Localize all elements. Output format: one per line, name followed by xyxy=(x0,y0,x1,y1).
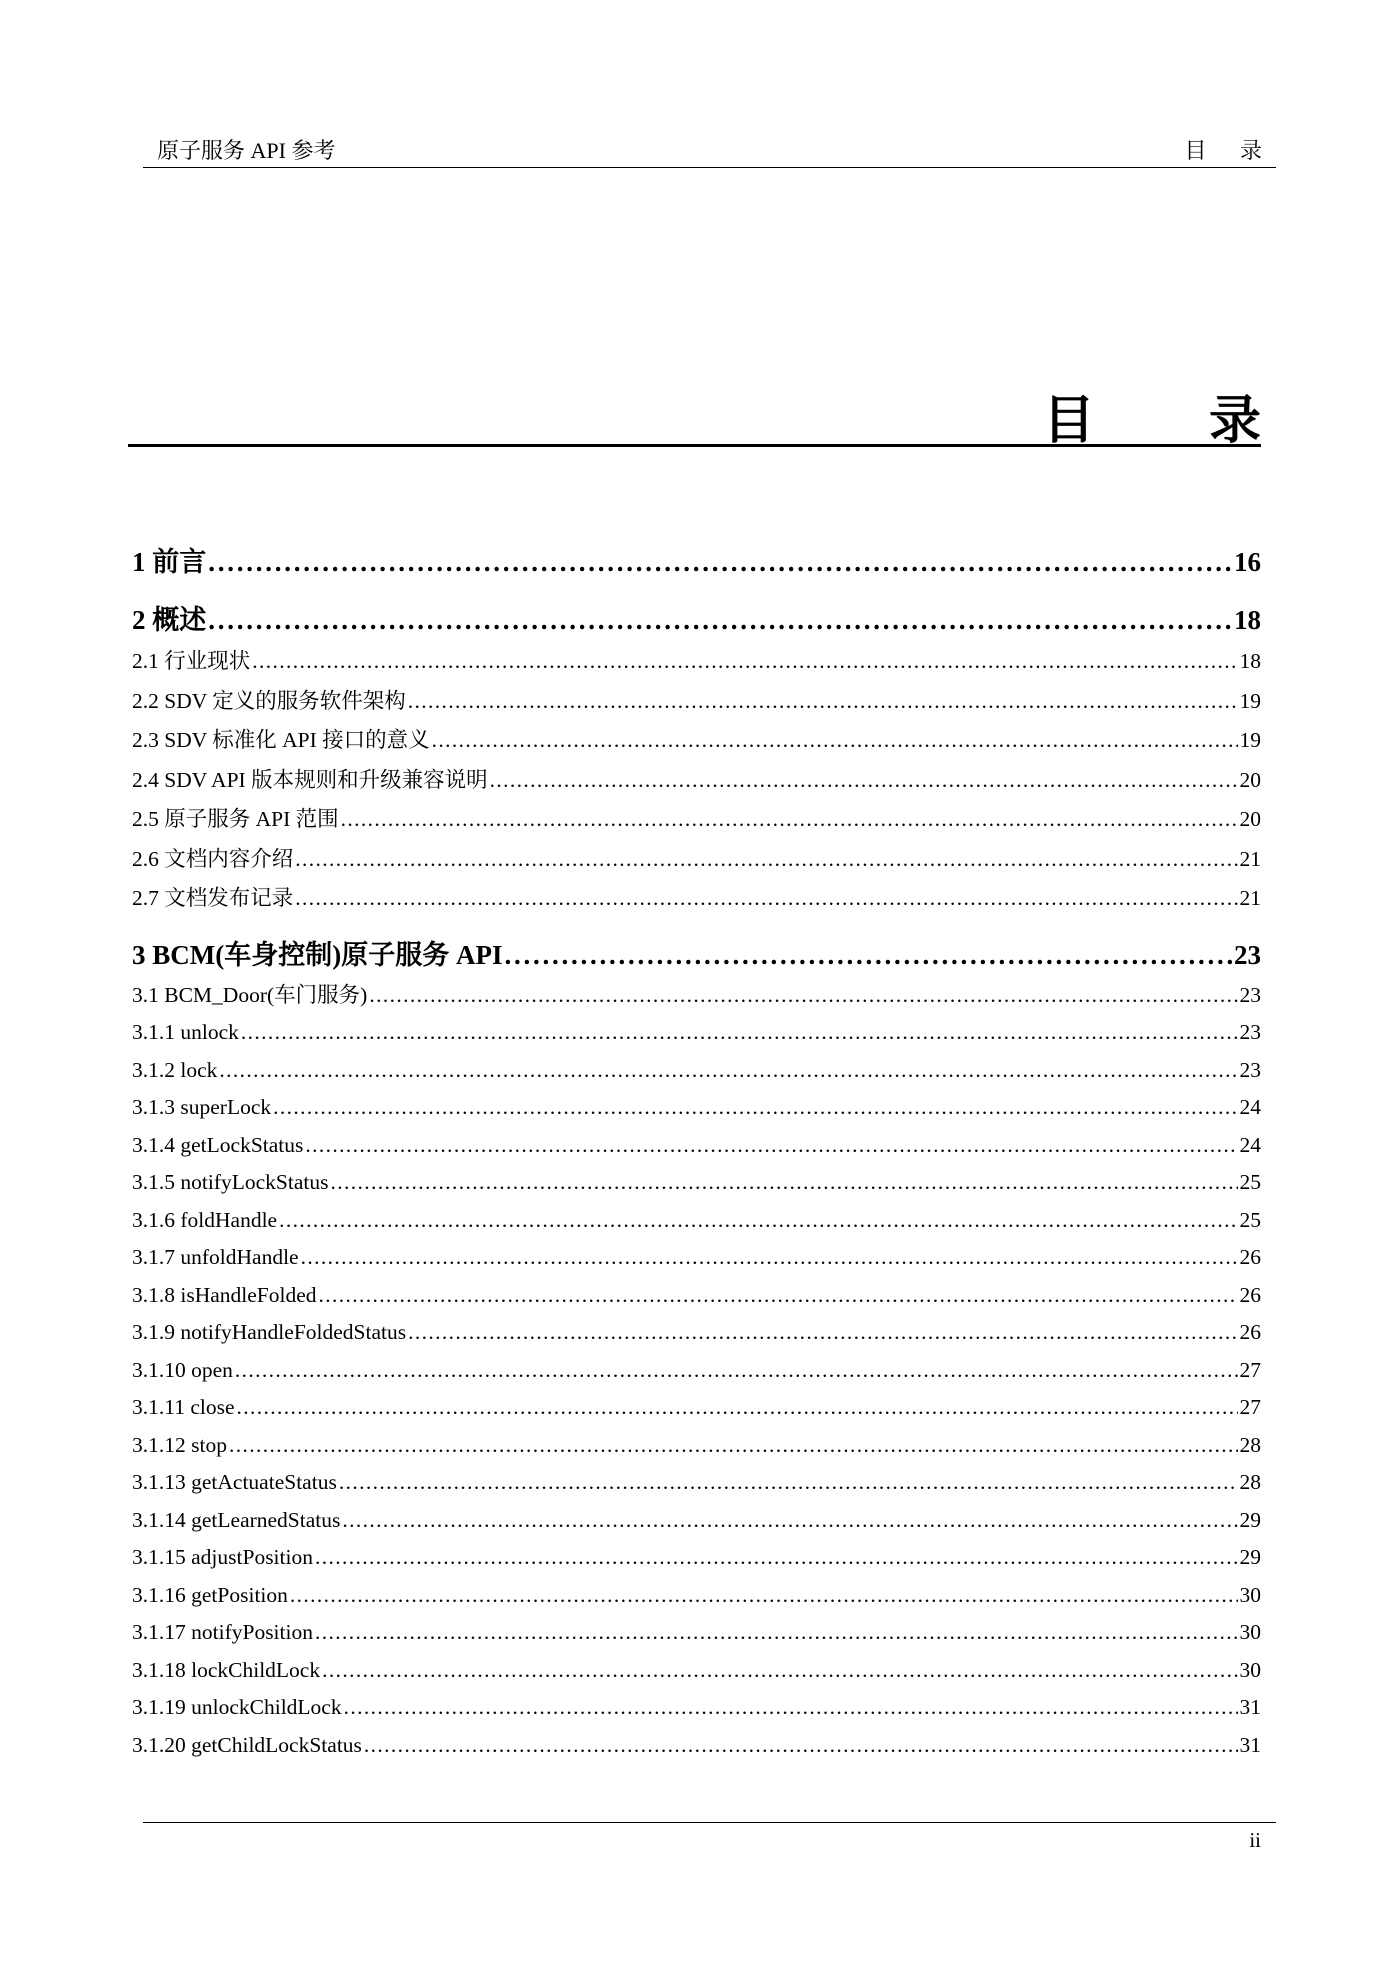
toc-entry-title: 3.1.13 getActuateStatus xyxy=(132,1470,337,1494)
toc-entry[interactable] xyxy=(132,1464,1261,1502)
header-document-title: 原子服务 API 参考 xyxy=(157,138,336,163)
page-title: 目 录 xyxy=(1042,391,1309,451)
toc-entry[interactable] xyxy=(132,1089,1261,1127)
toc-entry-title: 3.1.17 notifyPosition xyxy=(132,1620,313,1644)
toc-entry-page: 24 xyxy=(1239,1132,1261,1157)
toc-dot-leader xyxy=(339,1464,1238,1502)
toc-dot-leader xyxy=(237,1389,1238,1427)
toc-entry[interactable] xyxy=(132,1652,1261,1690)
toc-dot-leader xyxy=(315,1539,1238,1577)
toc-entry-page: 20 xyxy=(1239,807,1261,831)
toc-entry-title: 3.1.3 superLock xyxy=(132,1095,272,1119)
toc-entry-title: 3.1 BCM_Door(车门服务) xyxy=(132,982,368,1007)
toc-entry-title: 3.1.8 isHandleFolded xyxy=(132,1282,317,1307)
toc-entry[interactable] xyxy=(132,840,1261,880)
toc-entry-title: 3.1.14 getLearnedStatus xyxy=(132,1507,341,1532)
toc-entry-title: 3.1.12 stop xyxy=(132,1432,227,1457)
footer-rule xyxy=(143,1822,1276,1823)
toc-entry[interactable] xyxy=(132,1389,1261,1427)
toc-dot-leader xyxy=(315,1614,1238,1652)
toc-entry-page: 26 xyxy=(1239,1282,1261,1307)
toc-entry-page: 20 xyxy=(1239,767,1261,792)
toc-entry-title: 2.1 行业现状 xyxy=(132,649,251,673)
toc-dot-leader xyxy=(344,1689,1238,1727)
toc-entry-page: 25 xyxy=(1239,1170,1261,1194)
toc-dot-leader xyxy=(279,1202,1237,1240)
toc-entry[interactable] xyxy=(132,1427,1261,1465)
toc-dot-leader xyxy=(252,642,1237,682)
toc-entry-page: 28 xyxy=(1239,1470,1261,1494)
toc-entry[interactable] xyxy=(132,1614,1261,1652)
toc-entry-page: 31 xyxy=(1239,1695,1261,1719)
toc-dot-leader xyxy=(319,1277,1238,1315)
toc-entry-title: 2.7 文档发布记录 xyxy=(132,886,294,910)
toc-dot-leader xyxy=(235,1352,1238,1390)
toc-entry-page: 24 xyxy=(1239,1095,1261,1119)
toc-entry-title: 3.1.7 unfoldHandle xyxy=(132,1245,299,1269)
toc-dot-leader xyxy=(504,933,1232,977)
toc-entry-page: 23 xyxy=(1234,939,1261,970)
toc-dot-leader xyxy=(301,1239,1238,1277)
toc-entry[interactable] xyxy=(132,1277,1261,1315)
toc-entry[interactable] xyxy=(132,1352,1261,1390)
toc-dot-leader xyxy=(295,840,1237,880)
toc-entry-title: 2.4 SDV API 版本规则和升级兼容说明 xyxy=(132,767,488,792)
toc-entry-title: 3.1.11 close xyxy=(132,1395,235,1419)
toc-dot-leader xyxy=(208,598,1232,642)
toc-entry-title: 2.5 原子服务 API 范围 xyxy=(132,807,339,831)
title-rule xyxy=(128,444,1261,447)
toc-entry-page: 18 xyxy=(1239,649,1261,673)
toc-entry-title: 2.2 SDV 定义的服务软件架构 xyxy=(132,688,406,713)
toc-entry[interactable] xyxy=(132,540,1261,584)
toc-entry-page: 23 xyxy=(1239,1020,1261,1044)
toc-entry[interactable] xyxy=(132,1314,1261,1352)
toc-entry-title: 3.1.16 getPosition xyxy=(132,1582,288,1607)
toc-entry[interactable] xyxy=(132,642,1261,682)
toc-entry[interactable] xyxy=(132,933,1261,977)
toc-entry-page: 21 xyxy=(1239,886,1261,910)
toc-dot-leader xyxy=(408,1314,1237,1352)
toc-entry[interactable] xyxy=(132,1239,1261,1277)
toc-dot-leader xyxy=(219,1052,1237,1090)
toc-entry[interactable] xyxy=(132,1164,1261,1202)
toc-dot-leader xyxy=(432,721,1238,761)
toc-entry-title: 3.1.1 unlock xyxy=(132,1020,239,1044)
toc-entry-page: 28 xyxy=(1239,1432,1261,1457)
toc-entry[interactable] xyxy=(132,1052,1261,1090)
header-section-name: 目 录 xyxy=(1184,138,1276,163)
toc-entry-title: 3.1.2 lock xyxy=(132,1057,218,1082)
toc-entry-title: 3.1.15 adjustPosition xyxy=(132,1545,313,1569)
toc-entry[interactable] xyxy=(132,761,1261,801)
toc-dot-leader xyxy=(341,800,1238,840)
toc-dot-leader xyxy=(305,1127,1237,1165)
toc-entry-page: 31 xyxy=(1239,1732,1261,1757)
toc-entry-page: 29 xyxy=(1239,1545,1261,1569)
toc-entry[interactable] xyxy=(132,682,1261,722)
toc-entry-page: 21 xyxy=(1239,846,1261,871)
toc-entry-title: 1 前言 xyxy=(132,547,207,577)
toc-dot-leader xyxy=(408,682,1238,722)
toc-entry-page: 25 xyxy=(1239,1207,1261,1232)
toc-entry[interactable] xyxy=(132,1539,1261,1577)
toc-dot-leader xyxy=(342,1502,1237,1540)
toc-entry-page: 19 xyxy=(1239,728,1261,752)
toc-entry-title: 3.1.5 notifyLockStatus xyxy=(132,1170,329,1194)
toc-entry-page: 26 xyxy=(1239,1245,1261,1269)
toc-dot-leader xyxy=(330,1164,1237,1202)
toc-entry-page: 18 xyxy=(1234,605,1261,635)
toc-dot-leader xyxy=(290,1577,1238,1615)
footer-page-number: ii xyxy=(1249,1828,1261,1852)
toc-entry-title: 2 概述 xyxy=(132,605,207,635)
toc-entry[interactable] xyxy=(132,1577,1261,1615)
toc-entry-title: 3.1.18 lockChildLock xyxy=(132,1657,321,1682)
toc-entry-page: 26 xyxy=(1239,1320,1261,1344)
toc-entry[interactable] xyxy=(132,1502,1261,1540)
toc-entry[interactable] xyxy=(132,800,1261,840)
toc-entry-title: 3 BCM(车身控制)原子服务 API xyxy=(132,939,503,970)
toc-dot-leader xyxy=(490,761,1238,801)
toc-entry[interactable] xyxy=(132,1689,1261,1727)
toc-entry-title: 3.1.19 unlockChildLock xyxy=(132,1695,342,1719)
toc-entry-page: 30 xyxy=(1239,1582,1261,1607)
page-header xyxy=(143,137,1276,168)
toc-dot-leader xyxy=(369,977,1237,1015)
toc-dot-leader xyxy=(229,1427,1238,1465)
toc-dot-leader xyxy=(273,1089,1237,1127)
toc-entry-title: 3.1.10 open xyxy=(132,1357,233,1382)
toc-dot-leader xyxy=(322,1652,1237,1690)
toc-dot-leader xyxy=(241,1014,1238,1052)
toc-entry-title: 3.1.4 getLockStatus xyxy=(132,1132,304,1157)
toc-entry[interactable] xyxy=(132,879,1261,919)
toc-entry-title: 3.1.20 getChildLockStatus xyxy=(132,1732,362,1757)
toc-dot-leader xyxy=(208,540,1232,584)
toc-entry[interactable] xyxy=(132,1014,1261,1052)
toc-entry-title: 2.6 文档内容介绍 xyxy=(132,846,294,871)
toc-entry[interactable] xyxy=(132,1727,1261,1765)
toc-dot-leader xyxy=(364,1727,1238,1765)
toc-entry-title: 2.3 SDV 标准化 API 接口的意义 xyxy=(132,728,430,752)
toc-entry[interactable] xyxy=(132,721,1261,761)
table-of-contents xyxy=(132,540,1261,1764)
toc-entry-title: 3.1.9 notifyHandleFoldedStatus xyxy=(132,1320,407,1344)
toc-entry-page: 16 xyxy=(1234,547,1261,577)
toc-entry-page: 29 xyxy=(1239,1507,1261,1532)
toc-entry-page: 23 xyxy=(1239,982,1261,1007)
toc-entry[interactable] xyxy=(132,598,1261,642)
toc-entry-page: 19 xyxy=(1239,688,1261,713)
toc-entry-page: 27 xyxy=(1239,1357,1261,1382)
toc-entry-page: 23 xyxy=(1239,1057,1261,1082)
toc-entry-title: 3.1.6 foldHandle xyxy=(132,1207,278,1232)
toc-entry[interactable] xyxy=(132,1127,1261,1165)
toc-entry[interactable] xyxy=(132,977,1261,1015)
toc-entry-page: 27 xyxy=(1239,1395,1261,1419)
toc-entry-page: 30 xyxy=(1239,1620,1261,1644)
toc-entry-page: 30 xyxy=(1239,1657,1261,1682)
toc-dot-leader xyxy=(295,879,1237,919)
toc-entry[interactable] xyxy=(132,1202,1261,1240)
